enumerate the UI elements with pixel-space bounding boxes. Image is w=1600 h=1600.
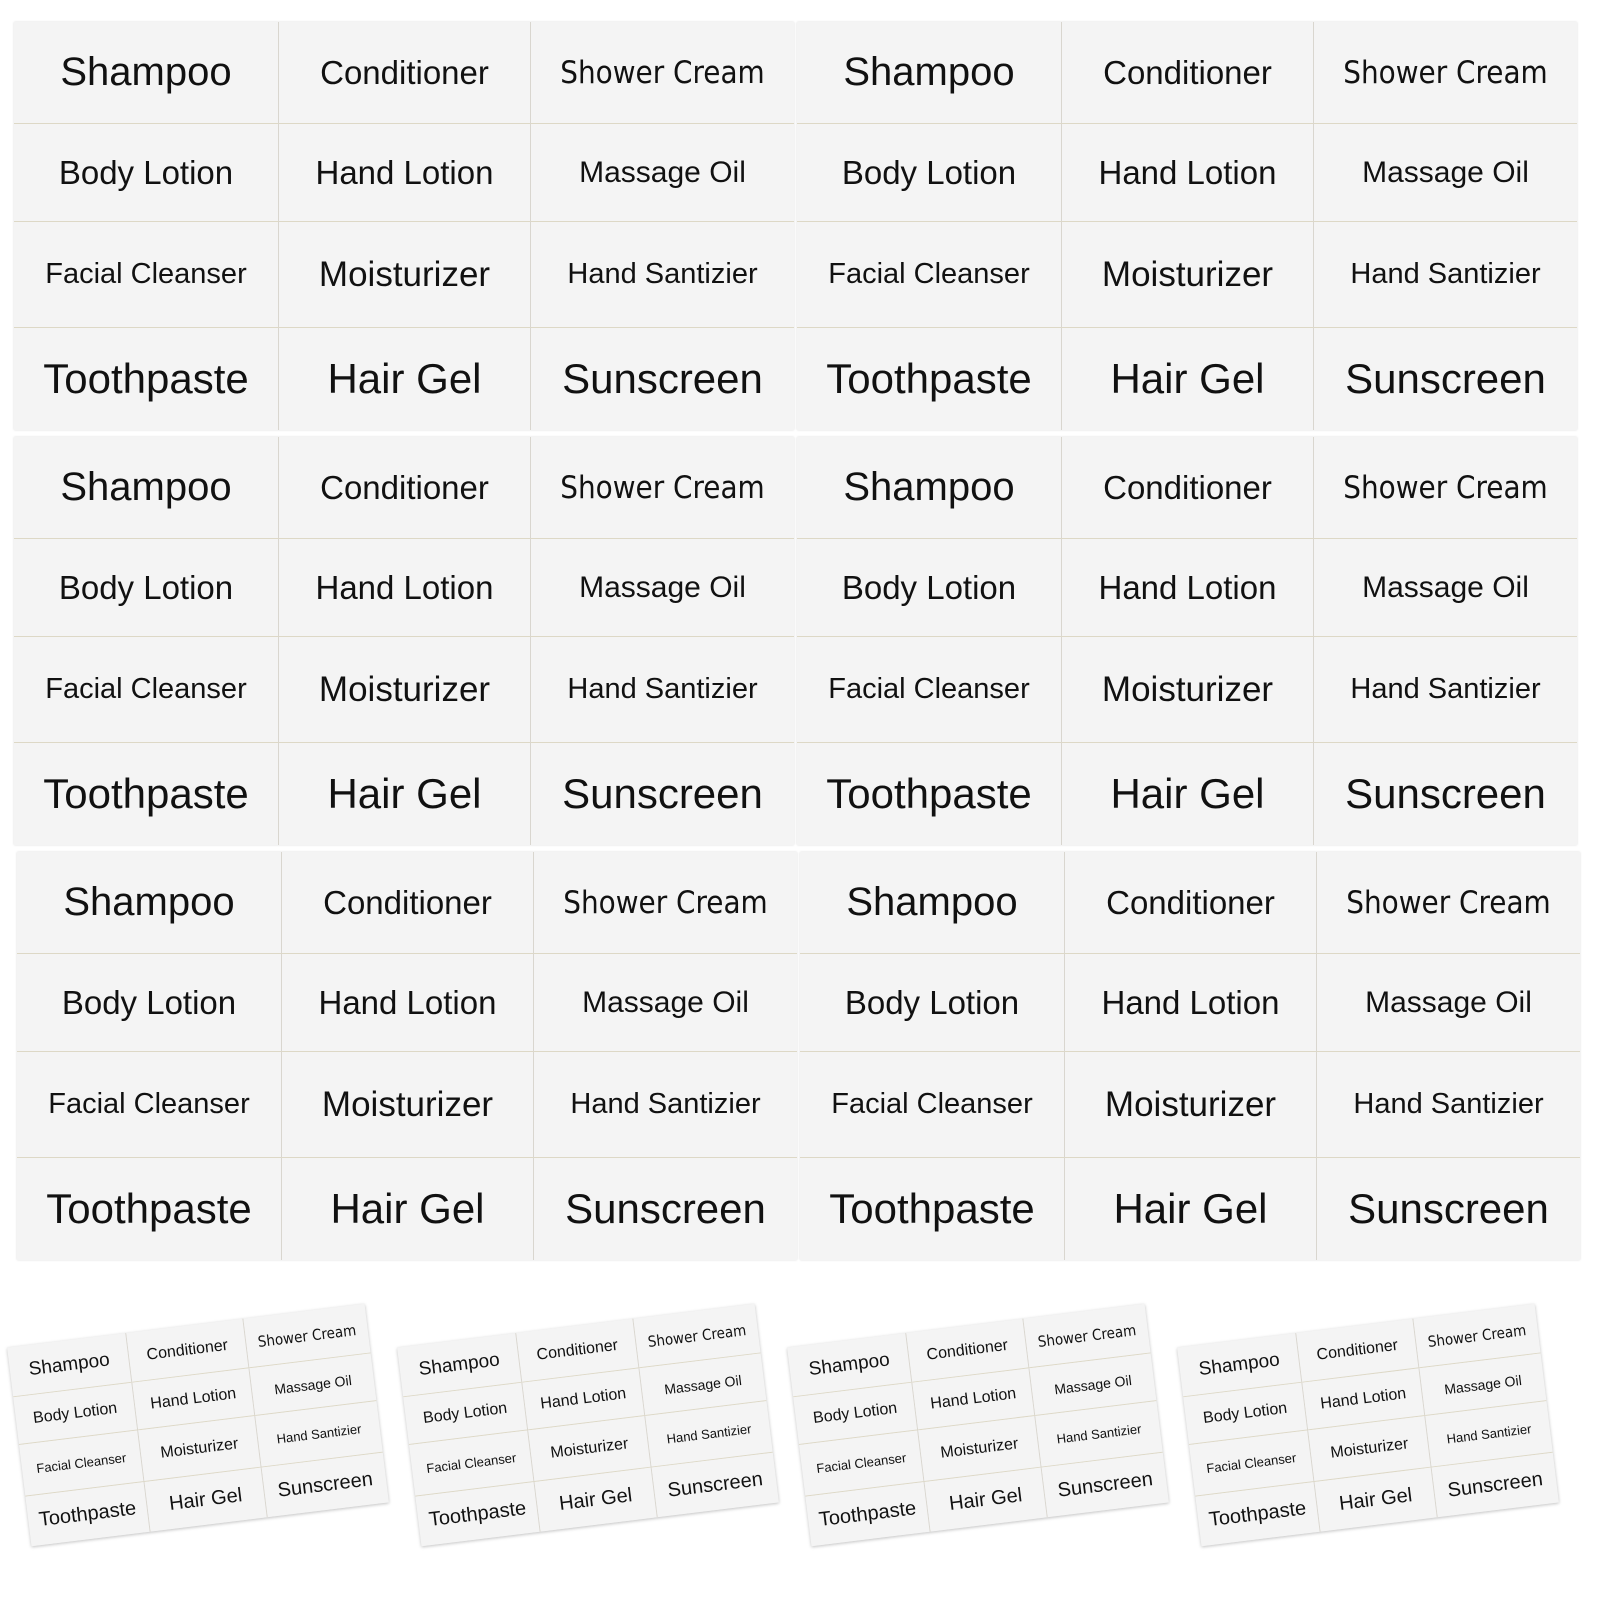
label-shampoo: Shampoo: [787, 1333, 912, 1397]
label-shower-cream: Shower Cream: [534, 852, 797, 954]
label-hair-gel: Hair Gel: [1065, 1158, 1317, 1260]
label-moisturizer: Moisturizer: [1308, 1416, 1431, 1482]
label-conditioner: Conditioner: [1065, 852, 1317, 954]
label-sheet-5: [17, 852, 797, 1260]
label-hand-sanitizer: Hand Santizier: [1425, 1401, 1552, 1467]
label-massage-oil: Massage Oil: [249, 1353, 376, 1416]
label-shower-cream: Shower Cream: [531, 22, 794, 124]
label-facial-cleanser: Facial Cleanser: [14, 637, 279, 743]
label-toothpaste: Toothpaste: [797, 328, 1062, 430]
label-toothpaste: Toothpaste: [797, 743, 1062, 845]
label-hand-sanitizer: Hand Santizier: [531, 637, 794, 743]
label-moisturizer: Moisturizer: [528, 1416, 651, 1482]
label-shower-cream: Shower Cream: [1317, 852, 1580, 954]
label-hand-lotion: Hand Lotion: [1062, 124, 1314, 222]
label-hair-gel: Hair Gel: [925, 1468, 1048, 1532]
label-moisturizer: Moisturizer: [1062, 637, 1314, 743]
label-toothpaste: Toothpaste: [1195, 1482, 1320, 1546]
label-toothpaste: Toothpaste: [25, 1482, 150, 1546]
label-body-lotion: Body Lotion: [1183, 1383, 1308, 1445]
label-shower-cream: Shower Cream: [1413, 1304, 1540, 1368]
label-toothpaste: Toothpaste: [14, 743, 279, 845]
label-hair-gel: Hair Gel: [282, 1158, 534, 1260]
label-hand-sanitizer: Hand Santizier: [1314, 222, 1577, 328]
label-sunscreen: Sunscreen: [652, 1453, 779, 1517]
label-facial-cleanser: Facial Cleanser: [799, 1430, 924, 1496]
label-body-lotion: Body Lotion: [800, 954, 1065, 1052]
label-toothpaste: Toothpaste: [800, 1158, 1065, 1260]
label-sheet-1: [14, 22, 794, 430]
label-conditioner: Conditioner: [282, 852, 534, 954]
mini-sheet-1: [18, 1320, 378, 1531]
label-body-lotion: Body Lotion: [14, 124, 279, 222]
label-sunscreen: Sunscreen: [1317, 1158, 1580, 1260]
label-shampoo: Shampoo: [17, 852, 282, 954]
label-hand-sanitizer: Hand Santizier: [534, 1052, 797, 1158]
label-hand-lotion: Hand Lotion: [282, 954, 534, 1052]
label-shampoo: Shampoo: [397, 1333, 522, 1397]
label-conditioner: Conditioner: [279, 22, 531, 124]
label-moisturizer: Moisturizer: [282, 1052, 534, 1158]
label-moisturizer: Moisturizer: [138, 1416, 261, 1482]
label-moisturizer: Moisturizer: [1062, 222, 1314, 328]
label-massage-oil: Massage Oil: [1029, 1353, 1156, 1416]
label-shower-cream: Shower Cream: [243, 1304, 370, 1368]
label-moisturizer: Moisturizer: [279, 637, 531, 743]
label-hand-sanitizer: Hand Santizier: [645, 1401, 772, 1467]
label-body-lotion: Body Lotion: [14, 539, 279, 637]
label-hand-sanitizer: Hand Santizier: [255, 1401, 382, 1467]
label-sunscreen: Sunscreen: [534, 1158, 797, 1260]
label-facial-cleanser: Facial Cleanser: [14, 222, 279, 328]
label-body-lotion: Body Lotion: [13, 1383, 138, 1445]
label-massage-oil: Massage Oil: [639, 1353, 766, 1416]
label-sunscreen: Sunscreen: [531, 328, 794, 430]
label-body-lotion: Body Lotion: [797, 124, 1062, 222]
label-conditioner: Conditioner: [1062, 437, 1314, 539]
label-moisturizer: Moisturizer: [918, 1416, 1041, 1482]
label-body-lotion: Body Lotion: [797, 539, 1062, 637]
label-moisturizer: Moisturizer: [279, 222, 531, 328]
label-facial-cleanser: Facial Cleanser: [800, 1052, 1065, 1158]
label-toothpaste: Toothpaste: [805, 1482, 930, 1546]
label-conditioner: Conditioner: [1062, 22, 1314, 124]
label-body-lotion: Body Lotion: [793, 1383, 918, 1445]
label-sheet-6: [800, 852, 1580, 1260]
label-massage-oil: Massage Oil: [1314, 539, 1577, 637]
label-massage-oil: Massage Oil: [1419, 1353, 1546, 1416]
label-facial-cleanser: Facial Cleanser: [797, 222, 1062, 328]
label-shampoo: Shampoo: [797, 437, 1062, 539]
label-hand-lotion: Hand Lotion: [912, 1368, 1035, 1430]
label-hair-gel: Hair Gel: [279, 328, 531, 430]
label-hand-lotion: Hand Lotion: [279, 124, 531, 222]
label-facial-cleanser: Facial Cleanser: [797, 637, 1062, 743]
mini-sheet-2: [408, 1320, 768, 1531]
label-hand-lotion: Hand Lotion: [1065, 954, 1317, 1052]
label-shower-cream: Shower Cream: [633, 1304, 760, 1368]
label-shampoo: Shampoo: [800, 852, 1065, 954]
label-hand-sanitizer: Hand Santizier: [1314, 637, 1577, 743]
label-toothpaste: Toothpaste: [415, 1482, 540, 1546]
mini-sheet-4: [1188, 1320, 1548, 1531]
label-sunscreen: Sunscreen: [1432, 1453, 1559, 1517]
label-massage-oil: Massage Oil: [531, 539, 794, 637]
label-hair-gel: Hair Gel: [279, 743, 531, 845]
label-massage-oil: Massage Oil: [1314, 124, 1577, 222]
label-hand-lotion: Hand Lotion: [1062, 539, 1314, 637]
label-conditioner: Conditioner: [906, 1319, 1029, 1383]
label-hand-lotion: Hand Lotion: [279, 539, 531, 637]
label-sunscreen: Sunscreen: [1042, 1453, 1169, 1517]
label-body-lotion: Body Lotion: [403, 1383, 528, 1445]
label-shower-cream: Shower Cream: [531, 437, 794, 539]
label-hand-lotion: Hand Lotion: [132, 1368, 255, 1430]
mini-sheet-3: [798, 1320, 1158, 1531]
label-sheet-4: [797, 437, 1577, 845]
label-shower-cream: Shower Cream: [1314, 22, 1577, 124]
label-facial-cleanser: Facial Cleanser: [1189, 1430, 1314, 1496]
label-hand-sanitizer: Hand Santizier: [1035, 1401, 1162, 1467]
label-hand-sanitizer: Hand Santizier: [1317, 1052, 1580, 1158]
label-hand-lotion: Hand Lotion: [522, 1368, 645, 1430]
label-body-lotion: Body Lotion: [17, 954, 282, 1052]
label-facial-cleanser: Facial Cleanser: [19, 1430, 144, 1496]
label-sunscreen: Sunscreen: [1314, 328, 1577, 430]
label-sunscreen: Sunscreen: [531, 743, 794, 845]
label-massage-oil: Massage Oil: [531, 124, 794, 222]
label-shampoo: Shampoo: [1177, 1333, 1302, 1397]
label-sheet-2: [797, 22, 1577, 430]
label-facial-cleanser: Facial Cleanser: [17, 1052, 282, 1158]
label-hair-gel: Hair Gel: [145, 1468, 268, 1532]
label-hair-gel: Hair Gel: [1062, 328, 1314, 430]
label-shampoo: Shampoo: [797, 22, 1062, 124]
label-shower-cream: Shower Cream: [1023, 1304, 1150, 1368]
label-toothpaste: Toothpaste: [17, 1158, 282, 1260]
label-facial-cleanser: Facial Cleanser: [409, 1430, 534, 1496]
label-hair-gel: Hair Gel: [1315, 1468, 1438, 1532]
label-hand-lotion: Hand Lotion: [1302, 1368, 1425, 1430]
label-hand-sanitizer: Hand Santizier: [531, 222, 794, 328]
label-moisturizer: Moisturizer: [1065, 1052, 1317, 1158]
label-sunscreen: Sunscreen: [1314, 743, 1577, 845]
label-toothpaste: Toothpaste: [14, 328, 279, 430]
label-conditioner: Conditioner: [279, 437, 531, 539]
label-sunscreen: Sunscreen: [262, 1453, 389, 1517]
label-hair-gel: Hair Gel: [535, 1468, 658, 1532]
label-conditioner: Conditioner: [1296, 1319, 1419, 1383]
label-massage-oil: Massage Oil: [534, 954, 797, 1052]
label-shower-cream: Shower Cream: [1314, 437, 1577, 539]
label-shampoo: Shampoo: [7, 1333, 132, 1397]
label-conditioner: Conditioner: [516, 1319, 639, 1383]
label-massage-oil: Massage Oil: [1317, 954, 1580, 1052]
label-hair-gel: Hair Gel: [1062, 743, 1314, 845]
label-shampoo: Shampoo: [14, 437, 279, 539]
label-sheet-3: [14, 437, 794, 845]
label-conditioner: Conditioner: [126, 1319, 249, 1383]
label-shampoo: Shampoo: [14, 22, 279, 124]
